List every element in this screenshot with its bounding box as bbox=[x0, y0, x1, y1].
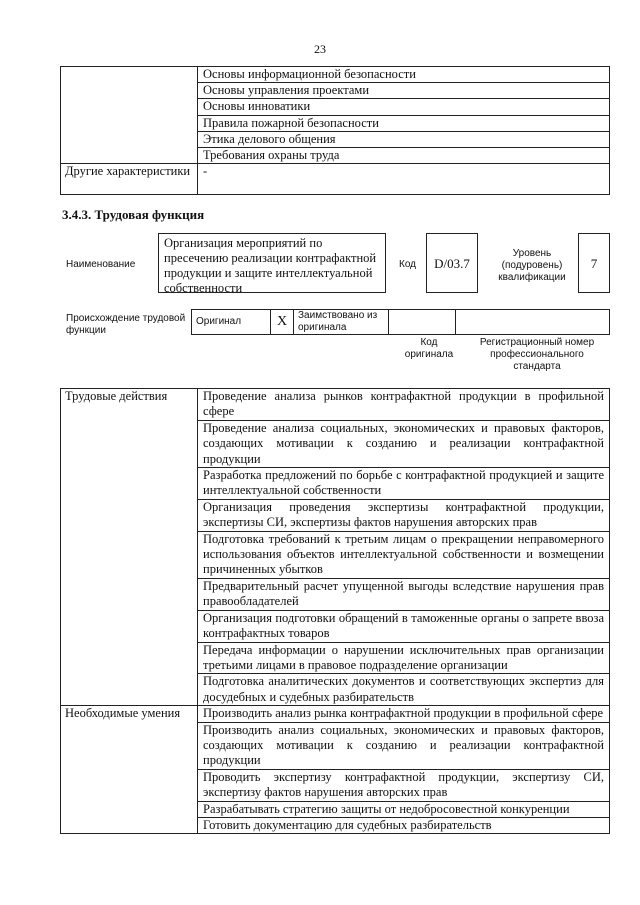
other-characteristics-value: - bbox=[198, 164, 610, 195]
code-label: Код bbox=[399, 259, 417, 270]
action-item: Подготовка аналитических документов и соответствующих экспертиз для досудебных и судебных разбирательств bbox=[198, 674, 610, 706]
function-table bbox=[60, 388, 610, 834]
action-item: Разработка предложений по борьбе с контрафактной продукцией и защите интеллектуальной собственности bbox=[198, 468, 610, 500]
origin-code-caption: Код оригинала bbox=[404, 337, 454, 360]
other-characteristics-label: Другие характеристики bbox=[61, 164, 198, 195]
action-item: Проведение анализа рынков контрафактной продукции в профильной сфере bbox=[198, 389, 610, 421]
skill-item: Производить анализ социальных, экономических и правовых факторов, создающих мотивации к созданию и реализации контрафактной продукции bbox=[198, 722, 610, 769]
origin-table bbox=[191, 309, 610, 335]
original-label: Оригинал bbox=[192, 310, 271, 335]
action-item: Передача информации о нарушении исключительных прав организации третьими лицами в правовое подразделение организации bbox=[198, 642, 610, 674]
skill-item: Готовить документацию для судебных разбирательств bbox=[198, 817, 610, 833]
knowledge-item: Основы управления проектами bbox=[198, 83, 610, 99]
level-value: 7 bbox=[578, 233, 610, 293]
page-number: 23 bbox=[314, 42, 326, 56]
original-mark: X bbox=[271, 310, 294, 335]
knowledge-item: Этика делового общения bbox=[198, 131, 610, 147]
origin-label: Происхождение трудовой функции bbox=[66, 313, 186, 336]
knowledge-item: Основы инноватики bbox=[198, 99, 610, 115]
action-item: Проведение анализа социальных, экономических и правовых факторов, создающих мотивации к созданию и реализации контрафактной продукции bbox=[198, 420, 610, 467]
skills-label: Необходимые умения bbox=[61, 706, 198, 834]
level-label: Уровень (подуровень) квалификации bbox=[498, 248, 566, 283]
actions-label: Трудовые действия bbox=[61, 389, 198, 706]
action-item: Организация подготовки обращений в таможенные органы о запрете ввоза контрафактных товаров bbox=[198, 610, 610, 642]
knowledge-table bbox=[60, 66, 610, 195]
action-item: Организация проведения экспертизы контрафактной продукции, экспертизы СИ, экспертизы фактов нарушения авторских прав bbox=[198, 499, 610, 531]
function-code-value: D/03.7 bbox=[426, 233, 478, 293]
skill-item: Производить анализ рынка контрафактной продукции в профильной сфере bbox=[198, 706, 610, 722]
reg-number-caption: Регистрационный номер профессионального стандарта bbox=[479, 337, 595, 372]
knowledge-item: Правила пожарной безопасности bbox=[198, 115, 610, 131]
skill-item: Проводить экспертизу контрафактной продукции, экспертизу СИ, экспертизу фактов нарушения авторских прав bbox=[198, 769, 610, 801]
skill-item: Разрабатывать стратегию защиты от недобросовестной конкуренции bbox=[198, 801, 610, 817]
name-label: Наименование bbox=[66, 259, 136, 270]
origin-code-cell bbox=[389, 310, 456, 335]
action-item: Предварительный расчет упущенной выгоды вследствие нарушения прав правообладателей bbox=[198, 578, 610, 610]
borrowed-label: Заимствовано из оригинала bbox=[294, 310, 389, 335]
knowledge-item: Основы информационной безопасности bbox=[198, 67, 610, 83]
knowledge-label-cell bbox=[61, 67, 198, 164]
action-item: Подготовка требований к третьим лицам о прекращении неправомерного использования объектов интеллектуальной собственности и возмещении причиненных убытков bbox=[198, 531, 610, 578]
reg-number-cell bbox=[456, 310, 610, 335]
knowledge-item: Требования охраны труда bbox=[198, 148, 610, 164]
section-title: 3.4.3. Трудовая функция bbox=[62, 207, 205, 222]
function-name-value: Организация мероприятий по пресечению реализации контрафактной продукции и защите интеллектуальной собственности bbox=[158, 233, 386, 293]
